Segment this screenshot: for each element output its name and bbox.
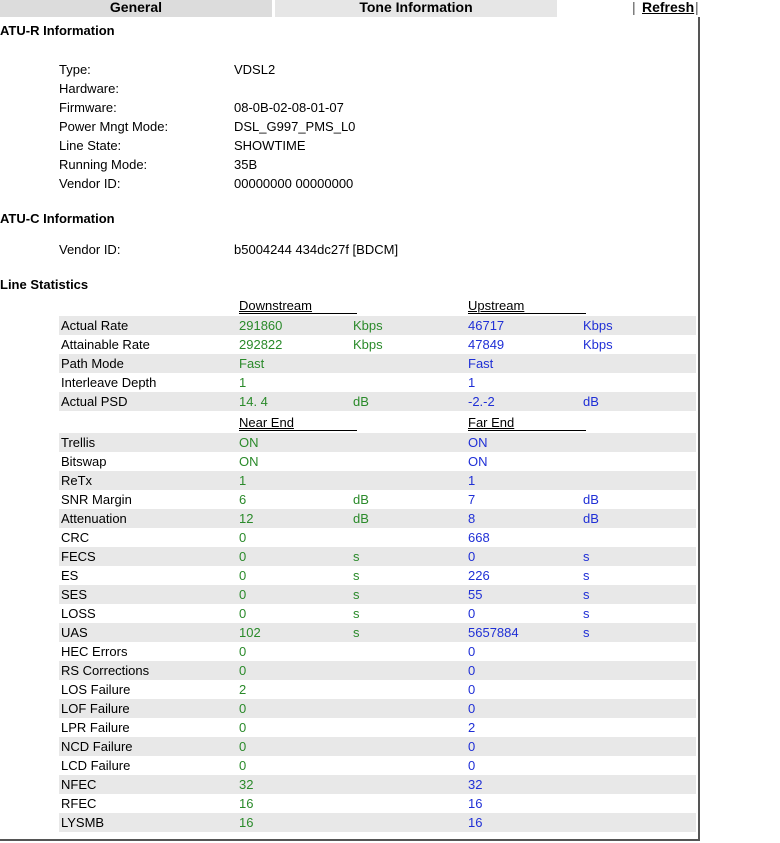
field-value: 00000000 00000000 (234, 176, 354, 191)
row-label: HEC Errors (61, 644, 128, 659)
row-label: ReTx (61, 473, 93, 488)
field-label: Vendor ID: (59, 176, 121, 191)
field-value: 35B (234, 157, 258, 172)
atu-r-title: ATU-R Information (0, 23, 115, 38)
table-row (59, 813, 696, 832)
near-value: 291860 (239, 318, 283, 333)
row-label: Path Mode (61, 356, 124, 371)
near-unit: dB (353, 394, 369, 409)
field-label: Hardware: (59, 81, 119, 96)
far-unit: s (583, 568, 590, 583)
field-value: b5004244 434dc27f [BDCM] (234, 242, 399, 257)
refresh-link[interactable]: Refresh (642, 0, 695, 15)
near-value: 0 (239, 720, 247, 735)
row-label: Attenuation (61, 511, 127, 526)
field-value: DSL_G997_PMS_L0 (234, 119, 356, 134)
downstream-header: Downstream (239, 299, 357, 314)
row-label: SES (61, 587, 88, 602)
row-label: LOS Failure (61, 682, 131, 697)
far-value: 46717 (468, 318, 505, 333)
tab-tone-information[interactable]: Tone Information (275, 0, 557, 17)
row-label: Actual PSD (61, 394, 128, 409)
table-row (59, 623, 696, 642)
far-value: 16 (468, 796, 483, 811)
line-statistics-title: Line Statistics (0, 277, 89, 292)
far-unit: dB (583, 492, 599, 507)
near-unit: s (353, 568, 360, 583)
far-value: 0 (468, 644, 476, 659)
table-row (59, 452, 696, 471)
atu-c-title: ATU-C Information (0, 211, 115, 226)
far-unit: s (583, 606, 590, 621)
row-label: LOF Failure (61, 701, 130, 716)
near-value: 0 (239, 606, 247, 621)
far-unit: dB (583, 394, 599, 409)
far-unit: s (583, 549, 590, 564)
near-value: ON (239, 454, 259, 469)
field-label: Line State: (59, 138, 122, 153)
far-value: ON (468, 454, 488, 469)
far-value: ON (468, 435, 488, 450)
near-value: 1 (239, 473, 247, 488)
upstream-header: Upstream (468, 299, 586, 314)
table-row (59, 490, 696, 509)
far-value: 2 (468, 720, 476, 735)
row-label: LOSS (61, 606, 96, 621)
table-row (59, 604, 696, 623)
far-end-header: Far End (468, 416, 586, 431)
far-unit: Kbps (583, 318, 613, 333)
row-label: Actual Rate (61, 318, 129, 333)
far-unit: s (583, 587, 590, 602)
near-value: 16 (239, 796, 254, 811)
tab-bar (0, 0, 700, 17)
row-label: RS Corrections (61, 663, 150, 678)
table-row (59, 585, 696, 604)
far-value: 32 (468, 777, 483, 792)
far-value: 668 (468, 530, 490, 545)
near-value: 16 (239, 815, 254, 830)
table-header-rates (59, 297, 696, 316)
far-value: 7 (468, 492, 476, 507)
near-value: 0 (239, 568, 247, 583)
field-label: Running Mode: (59, 157, 148, 172)
table-row (59, 471, 696, 490)
table-header-ends (59, 414, 696, 433)
table-row (59, 737, 696, 756)
row-label: RFEC (61, 796, 97, 811)
near-value: 0 (239, 644, 247, 659)
field-label: Vendor ID: (59, 242, 121, 257)
table-row (59, 509, 696, 528)
field-label: Firmware: (59, 100, 117, 115)
table-row (59, 373, 696, 392)
far-value: 0 (468, 663, 476, 678)
far-value: 0 (468, 739, 476, 754)
far-value: -2.-2 (468, 394, 495, 409)
far-value: 0 (468, 682, 476, 697)
table-row (59, 528, 696, 547)
table-row (59, 718, 696, 737)
row-label: Interleave Depth (61, 375, 157, 390)
near-unit: Kbps (353, 318, 383, 333)
far-value: 0 (468, 701, 476, 716)
near-value: 0 (239, 549, 247, 564)
table-row (59, 699, 696, 718)
far-value: 47849 (468, 337, 505, 352)
near-unit: s (353, 625, 360, 640)
near-unit: s (353, 606, 360, 621)
near-end-header: Near End (239, 416, 357, 431)
near-unit: dB (353, 492, 369, 507)
far-value: 55 (468, 587, 483, 602)
table-row (59, 566, 696, 585)
row-label: ES (61, 568, 79, 583)
table-row (59, 680, 696, 699)
table-row (59, 642, 696, 661)
far-unit: dB (583, 511, 599, 526)
near-value: 1 (239, 375, 247, 390)
field-value: SHOWTIME (234, 138, 306, 153)
row-label: UAS (61, 625, 88, 640)
table-row (59, 775, 696, 794)
row-label: CRC (61, 530, 90, 545)
near-value: 292822 (239, 337, 283, 352)
row-label: NCD Failure (61, 739, 133, 754)
far-unit: s (583, 625, 590, 640)
field-label: Type: (59, 62, 91, 77)
tab-general[interactable]: General (0, 0, 272, 17)
near-value: 0 (239, 663, 247, 678)
far-value: 1 (468, 375, 476, 390)
field-value: VDSL2 (234, 62, 276, 77)
near-value: 6 (239, 492, 247, 507)
row-label: LYSMB (61, 815, 105, 830)
near-value: 12 (239, 511, 254, 526)
row-label: SNR Margin (61, 492, 132, 507)
row-label: NFEC (61, 777, 97, 792)
far-value: 8 (468, 511, 476, 526)
line-statistics-table (59, 297, 696, 832)
far-value: 5657884 (468, 625, 519, 640)
separator: | (695, 0, 699, 15)
row-label: Trellis (61, 435, 96, 450)
table-row (59, 316, 696, 335)
far-value: Fast (468, 356, 494, 371)
table-row (59, 794, 696, 813)
near-value: 0 (239, 758, 247, 773)
near-value: Fast (239, 356, 265, 371)
far-value: 226 (468, 568, 490, 583)
near-value: 0 (239, 530, 247, 545)
near-value: 2 (239, 682, 247, 697)
far-value: 0 (468, 758, 476, 773)
near-value: 0 (239, 587, 247, 602)
far-value: 0 (468, 606, 476, 621)
table-row (59, 433, 696, 452)
near-unit: Kbps (353, 337, 383, 352)
table-row (59, 756, 696, 775)
table-row (59, 335, 696, 354)
row-label: Attainable Rate (61, 337, 150, 352)
table-row (59, 547, 696, 566)
refresh-container (620, 0, 700, 17)
near-unit: s (353, 587, 360, 602)
field-value: 08-0B-02-08-01-07 (234, 100, 344, 115)
table-row (59, 392, 696, 411)
status-panel (0, 17, 700, 841)
near-value: 102 (239, 625, 261, 640)
row-label: Bitswap (61, 454, 107, 469)
near-unit: s (353, 549, 360, 564)
far-value: 0 (468, 549, 476, 564)
far-value: 16 (468, 815, 483, 830)
near-value: 0 (239, 701, 247, 716)
separator: | (632, 0, 636, 15)
far-value: 1 (468, 473, 476, 488)
row-label: FECS (61, 549, 96, 564)
near-value: 0 (239, 739, 247, 754)
near-value: ON (239, 435, 259, 450)
near-unit: dB (353, 511, 369, 526)
far-unit: Kbps (583, 337, 613, 352)
near-value: 14. 4 (239, 394, 268, 409)
row-label: LCD Failure (61, 758, 131, 773)
field-label: Power Mngt Mode: (59, 119, 169, 134)
near-value: 32 (239, 777, 254, 792)
row-label: LPR Failure (61, 720, 130, 735)
table-row (59, 661, 696, 680)
table-row (59, 354, 696, 373)
